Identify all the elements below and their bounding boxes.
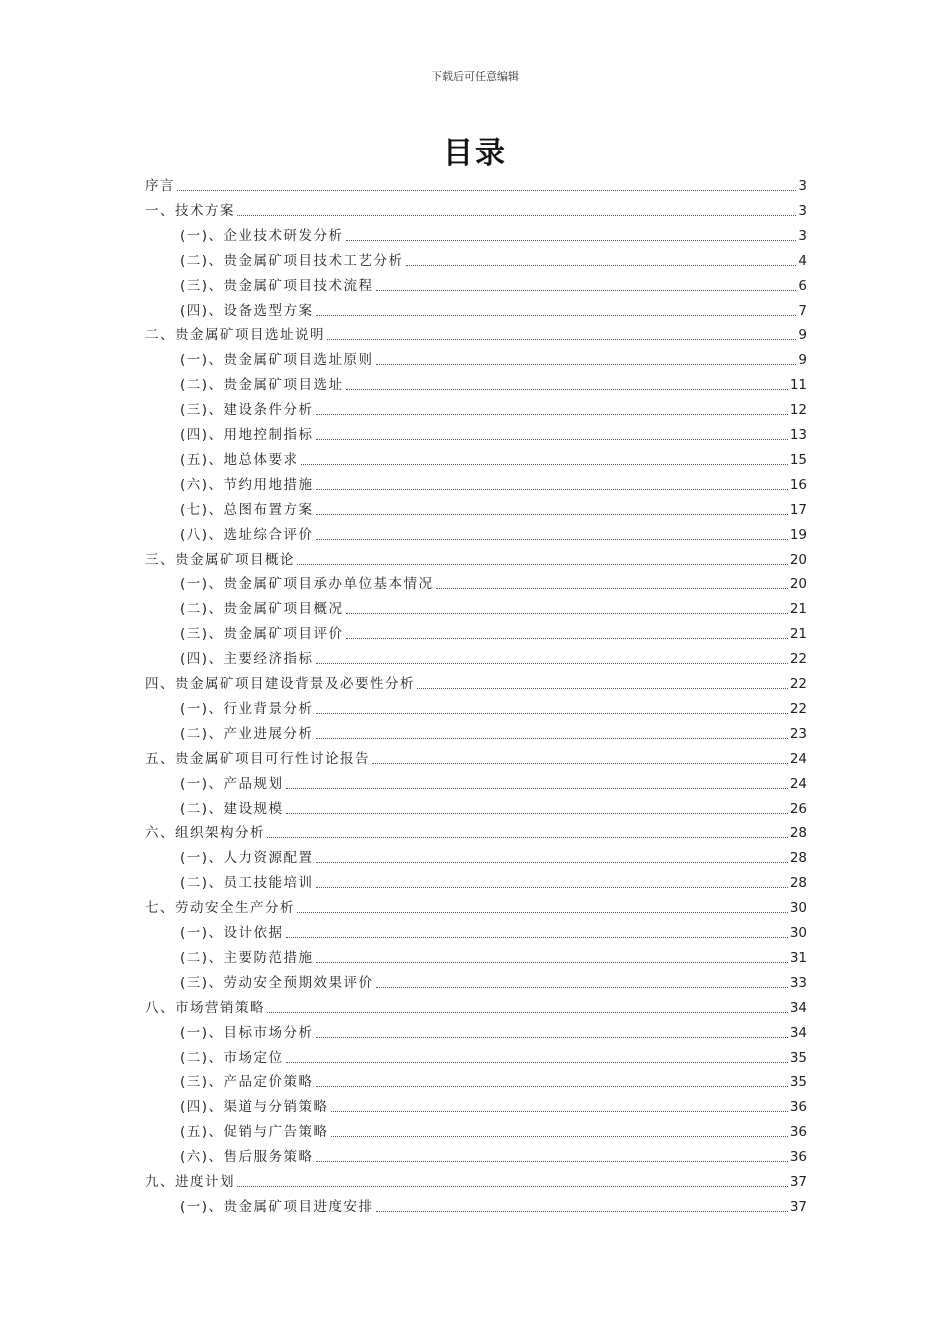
toc-leader-dots [297,912,788,913]
toc-entry[interactable] [180,475,807,495]
toc-entry-label: (二)、贵金属矿项目技术工艺分析 [180,252,404,269]
toc-entry[interactable] [145,998,807,1018]
toc-entry-label: (二)、贵金属矿项目概况 [180,601,344,618]
toc-entry-page: 3 [798,227,807,244]
toc-leader-dots [316,1086,788,1087]
toc-entry[interactable] [180,375,807,395]
page-title: 目录 [443,136,507,171]
toc-leader-dots [316,439,788,440]
toc-entry-label: 四、贵金属矿项目建设背景及必要性分析 [145,676,415,692]
toc-entry-page: 37 [789,1174,807,1190]
toc-leader-dots [316,962,788,963]
toc-entry[interactable] [180,425,807,445]
toc-entry-label: 二、贵金属矿项目选址说明 [145,327,325,344]
toc-entry-page: 20 [789,576,807,593]
toc-entry-label: (一)、企业技术研发分析 [180,227,344,244]
toc-leader-dots [417,688,788,689]
toc-entry-label: 五、贵金属矿项目可行性讨论报告 [145,750,370,767]
toc-entry[interactable] [145,550,807,570]
toc-entry-page: 22 [789,676,807,692]
toc-entry[interactable] [180,699,807,719]
toc-entry-page: 24 [789,750,807,767]
toc-entry-label: 序言 [145,178,175,194]
toc-leader-dots [316,315,797,316]
toc-entry[interactable] [145,176,807,196]
toc-leader-dots [286,937,788,938]
toc-leader-dots [316,539,788,540]
toc-entry-page: 36 [789,1124,807,1141]
toc-leader-dots [327,339,796,340]
toc-entry-page: 15 [789,451,807,468]
toc-entry-page: 9 [798,352,807,369]
toc-entry-label: 七、劳动安全生产分析 [145,900,295,917]
toc-leader-dots [316,887,788,888]
toc-leader-dots [346,638,788,639]
toc-entry-label: (一)、产品规划 [180,775,284,792]
toc-entry-label: (四)、用地控制指标 [180,427,314,443]
toc-leader-dots [237,215,796,216]
toc-entry-label: (一)、贵金属矿项目进度安排 [180,1198,374,1215]
toc-entry[interactable] [180,948,807,968]
toc-entry[interactable] [180,276,807,296]
toc-leader-dots [346,389,788,390]
toc-entry-page: 17 [789,501,807,518]
toc-leader-dots [316,489,788,490]
toc-leader-dots [376,290,797,291]
toc-entry-page: 37 [789,1198,807,1215]
toc-entry[interactable] [180,599,807,619]
toc-entry-page: 19 [789,526,807,543]
toc-entry-page: 23 [789,725,807,742]
toc-entry[interactable] [180,301,807,321]
toc-entry-label: (五)、促销与广告策略 [180,1124,329,1141]
toc-entry-label: (六)、售后服务策略 [180,1149,314,1166]
toc-entry-page: 4 [798,252,807,269]
toc-entry-page: 3 [798,202,807,219]
toc-entry[interactable] [180,574,807,594]
toc-leader-dots [316,713,788,714]
toc-entry-page: 36 [789,1099,807,1116]
toc-entry[interactable] [180,1048,807,1068]
toc-leader-dots [177,190,796,191]
toc-leader-dots [316,663,788,664]
toc-entry-label: (二)、员工技能培训 [180,875,314,892]
toc-entry[interactable] [145,674,807,694]
toc-entry[interactable] [180,724,807,744]
toc-entry[interactable] [180,1122,807,1142]
toc-entry-label: (一)、行业背景分析 [180,700,314,717]
toc-entry[interactable] [180,923,807,943]
toc-entry[interactable] [180,1147,807,1167]
toc-leader-dots [286,1062,788,1063]
toc-entry-label: (四)、渠道与分销策略 [180,1099,329,1116]
toc-leader-dots [316,414,788,415]
toc-leader-dots [286,788,788,789]
toc-entry[interactable] [180,350,807,370]
toc-entry-page: 31 [789,949,807,966]
toc-entry-page: 16 [789,476,807,493]
toc-entry-label: (五)、地总体要求 [180,451,299,468]
toc-leader-dots [376,987,788,988]
toc-leader-dots [267,837,788,838]
toc-entry-page: 33 [789,974,807,991]
toc-entry-page: 34 [789,999,807,1016]
toc-entry[interactable] [145,325,807,345]
toc-entry-label: (三)、劳动安全预期效果评价 [180,974,374,991]
toc-leader-dots [346,240,797,241]
toc-entry[interactable] [180,251,807,271]
toc-leader-dots [316,738,788,739]
toc-entry-page: 22 [789,651,807,668]
toc-entry[interactable] [180,226,807,246]
toc-entry[interactable] [180,1197,807,1217]
toc-entry-label: (八)、选址综合评价 [180,526,314,543]
toc-leader-dots [237,1186,788,1187]
header-note: 下载后可任意编辑 [431,70,519,83]
toc-leader-dots [297,564,788,565]
toc-leader-dots [316,1161,788,1162]
toc-leader-dots [331,1136,788,1137]
toc-entry-page: 36 [789,1149,807,1166]
toc-leader-dots [316,862,788,863]
toc-leader-dots [372,763,788,764]
toc-leader-dots [346,613,788,614]
toc-leader-dots [376,364,797,365]
toc-entry[interactable] [180,450,807,470]
toc-entry-page: 20 [789,551,807,568]
toc-entry-label: (一)、贵金属矿项目选址原则 [180,352,374,369]
toc-entry[interactable] [145,749,807,769]
toc-entry-page: 30 [789,900,807,917]
toc-entry-page: 7 [798,302,807,319]
toc-entry[interactable] [180,873,807,893]
toc-entry-label: (四)、设备选型方案 [180,302,314,319]
toc-entry-page: 13 [789,427,807,443]
toc-leader-dots [376,1211,788,1212]
toc-entry[interactable] [180,500,807,520]
toc-entry-label: (二)、市场定位 [180,1049,284,1066]
toc-entry[interactable] [180,525,807,545]
toc-entry-label: (二)、产业进展分析 [180,725,314,742]
toc-leader-dots [331,1111,788,1112]
toc-entry-label: (三)、贵金属矿项目技术流程 [180,277,374,294]
toc-entry[interactable] [180,973,807,993]
toc-entry-label: (一)、人力资源配置 [180,850,314,867]
toc-entry[interactable] [145,823,807,843]
toc-entry-label: (三)、产品定价策略 [180,1074,314,1091]
toc-leader-dots [316,514,788,515]
toc-leader-dots [286,813,788,814]
toc-leader-dots [406,265,797,266]
toc-entry[interactable] [180,400,807,420]
toc-entry-page: 28 [789,825,807,842]
toc-entry-label: (二)、主要防范措施 [180,949,314,966]
toc-entry[interactable] [180,1097,807,1117]
toc-entry-page: 28 [789,875,807,892]
toc-entry-label: (七)、总图布置方案 [180,501,314,518]
toc-entry[interactable] [180,774,807,794]
toc-entry-page: 35 [789,1074,807,1091]
toc-entry-label: (三)、贵金属矿项目评价 [180,626,344,643]
toc-entry[interactable] [180,1023,807,1043]
toc-leader-dots [436,588,788,589]
toc-entry[interactable] [180,624,807,644]
toc-entry-label: 一、技术方案 [145,202,235,219]
toc-entry-page: 12 [789,402,807,419]
toc-entry-page: 35 [789,1049,807,1066]
toc-entry-label: (二)、贵金属矿项目选址 [180,377,344,394]
toc-entry[interactable] [180,799,807,819]
toc-entry-page: 30 [789,925,807,941]
toc-leader-dots [301,464,788,465]
toc-entry-page: 3 [798,178,807,194]
toc-entry-page: 21 [789,601,807,618]
toc-entry-page: 21 [789,626,807,643]
toc-leader-dots [267,1012,788,1013]
toc-entry-label: 八、市场营销策略 [145,999,265,1016]
toc-entry-label: 三、贵金属矿项目概论 [145,551,295,568]
toc-entry-label: (三)、建设条件分析 [180,402,314,419]
toc-entry-label: 九、进度计划 [145,1174,235,1190]
toc-entry-page: 34 [789,1024,807,1041]
toc-entry-label: 六、组织架构分析 [145,825,265,842]
toc-entry-label: (二)、建设规模 [180,800,284,817]
toc-entry-label: (四)、主要经济指标 [180,651,314,668]
toc-entry-page: 11 [789,377,807,394]
toc-entry-label: (一)、贵金属矿项目承办单位基本情况 [180,576,434,593]
toc-entry-page: 28 [789,850,807,867]
toc-entry[interactable] [180,1072,807,1092]
toc-leader-dots [316,1037,788,1038]
toc-entry-label: (一)、设计依据 [180,925,284,941]
toc-entry[interactable] [180,649,807,669]
toc-entry-label: (一)、目标市场分析 [180,1024,314,1041]
toc-entry[interactable] [145,201,807,221]
toc-entry[interactable] [145,898,807,918]
toc-entry-label: (六)、节约用地措施 [180,476,314,493]
toc-entry-page: 26 [789,800,807,817]
toc-entry-page: 22 [789,700,807,717]
toc-entry[interactable] [145,1172,807,1192]
toc-entry-page: 24 [789,775,807,792]
toc-entry-page: 6 [798,277,807,294]
toc-entry[interactable] [180,848,807,868]
toc-entry-page: 9 [798,327,807,344]
